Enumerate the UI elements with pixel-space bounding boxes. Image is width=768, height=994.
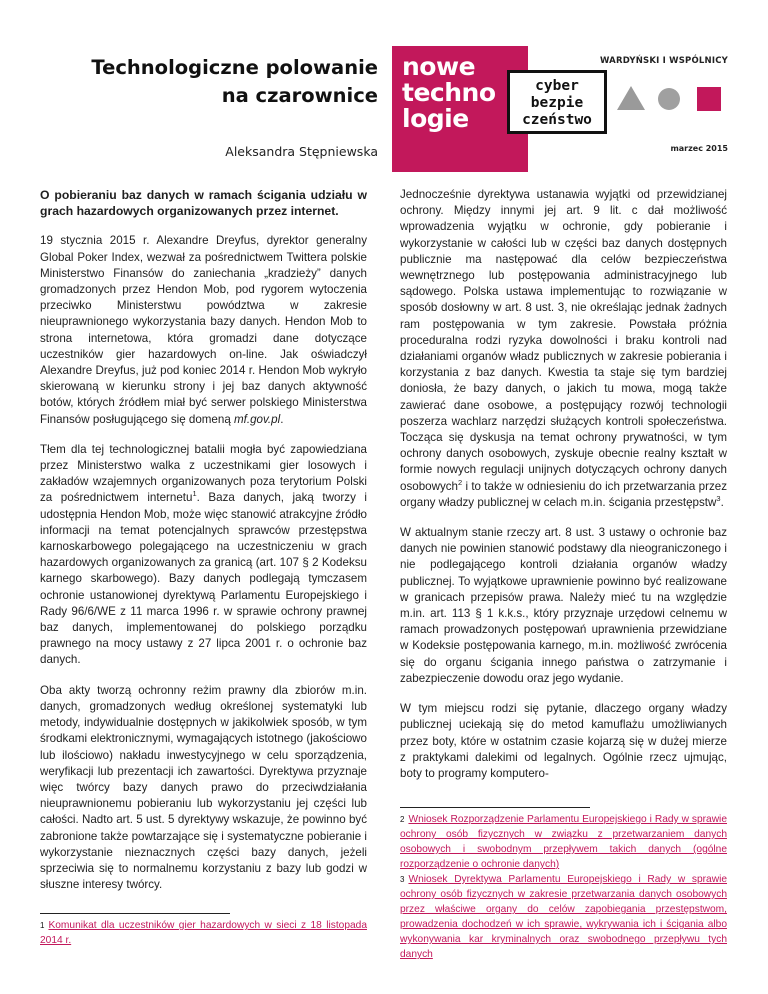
- footnote-1: [40, 913, 367, 948]
- article-title: [40, 54, 378, 110]
- paragraph-5: W aktualnym stanie rzeczy art. 8 ust. 3 ustawy o ochronie baz danych nie powinien stanowić podstawy dla nieograniczonego i nie podlegającego kontroli działania organów władzy publicznej. To wyjątkowe uprawnienie powinno być realizowane w granicach przepisów prawa. Należy mieć tu na względzie m.in. art. 113 § 1 k.k.s., który przyznaje urzędowi celnemu w ramach prowadzonych postępowań uprawnienia przewidziane w Kodeksie postępowania karnego, m.in. możliwość zwrócenia się do organu ścigania innego państwa o zatrzymanie i zabezpieczenie dowodu oraz jego wydanie.: [400, 526, 727, 685]
- footnotes-2-3: [400, 807, 727, 962]
- paragraph-2: Tłem dla tej technologicznej batalii mogła być zapowiedziana przez Ministerstwo walka z uczestnikami gier losowych i zakładów wzajemnych organizowanych poza terytorium Polski za pośrednictwem internetu$^1$. Baza danych, jaką tworzy i udostępnia Hendon Mob, może więc stanowić atrakcyjne źródło informacji na temat potencjalnych sprawców przestępstwa karnoskarbowego polegającego na uczestniczeniu w grach hazardowych organizowanych za granicą (art. 107 § 2 Kodeksu karnego skarbowego). Bazy danych podlegają tymczasem ochronie ustanowionej dyrektywą Parlamentu Europejskiego i Rady 96/6/WE z 11 marca 1996 r. w sprawie ochrony prawnej baz danych, implementowanej do polskiego porządku prawnego na mocy ustawy z 27 lipca 2001 r. o ochronie baz danych.: [40, 442, 367, 667]
- triangle-icon: [617, 86, 645, 110]
- left-column: [40, 187, 367, 907]
- issue-date: marzec 2015: [670, 144, 728, 153]
- title-line-1: Technologiczne polowanie: [91, 56, 378, 79]
- firm-name: WARDYŃSKI I WSPÓLNICY: [599, 56, 728, 66]
- paragraph-1: 19 stycznia 2015 r. Alexandre Dreyfus, dyrektor generalny Global Poker Index, wezwał za pośrednictwem Twittera polskie Ministerstwo Finansów do zaniechania „kradzieży” danych gromadzonych przez Hendon Mob, pod rygorem wytoczenia przeciwko Ministerstwu powództwa w zakresie nieuprawnionego wykorzystania bazy danych. Hendon Mob to strona internetowa, która gromadzi dane dotyczące uczestników gier hazardowych on-line. Jak oświadczył Alexandre Dreyfus, już pod koniec 2014 r. Hendon Mob wykryło skierowaną w kierunku strony i jej baz danych aktywność botów, których źródłem miał być serwer polskiego Ministerstwa Finansów posługującego się domeną mf.gov.pl.: [40, 234, 367, 426]
- footnote-number: 3: [400, 875, 405, 884]
- paragraph-6: W tym miejscu rodzi się pytanie, dlaczego organy władzy publicznej uciekają się do metod kamuflażu umożliwianych przez boty, które w ostatnim czasie kojarzą się w dużej mierze z praktykami dalekimi od legalnych. Ogólnie rzecz ujmując, boty to programy komputero-: [400, 702, 727, 780]
- cyberbezpieczenstwo-badge: [507, 70, 607, 134]
- footnote-ref-2: 2: [458, 477, 463, 487]
- footnote-ref-1: 1: [192, 489, 197, 499]
- title-line-2: na czarownice: [221, 84, 378, 107]
- footnote-divider: [40, 913, 230, 914]
- footnote-ref-3: 3: [716, 494, 721, 503]
- footnote-divider: [400, 807, 590, 808]
- paragraph-3: Oba akty tworzą ochronny reżim prawny dla zbiorów m.in. danych, gromadzonych według określonej systematyki lub metody, indywidualnie dostępnych w jakikolwiek sposób, w tym środkami elektronicznymi, wymagających istotnego (jakościowo lub ilościowo) nakładu inwestycyjnego w celu sporządzenia, weryfikacji lub prezentacji ich zawartości. Dyrektywa przyznaje więc twórcy bazy danych prawo do przeciwdziałania nieuprawnionemu pobieraniu lub wykorzystaniu jej części lub całości. Nadto art. 5 ust. 5 dyrektywy wskazuje, że powinno być zabronione także powtarzające się i systematyczne pobieranie i wykorzystanie nieznacznych części bazy danych, jeżeli sprzeciwia się to normalnemu korzystaniu z bazy lub godzi w słuszne interesy twórcy.: [40, 683, 367, 892]
- square-icon: [697, 87, 721, 111]
- lead-paragraph: O pobieraniu baz danych w ramach ścigania udziału w grach hazardowych organizowanych przez internet.: [40, 188, 367, 219]
- cyber-badge-text: cyber bezpie czeństwo: [522, 78, 592, 128]
- footnote-number: 2: [400, 815, 405, 824]
- paragraph-4: Jednocześnie dyrektywa ustanawia wyjątki od przewidzianej ochrony. Między innymi jej art. 9 lit. c dał możliwość wprowadzenia wyjątku w ochronie, gdy pobieranie i wykorzystanie w całości lub w części baz danych dostępnych publicznie ma następować dla celów bezpieczeństwa wewnętrznego lub postępowania administracyjnego lub sądowego. Polska ustawa implementując to rozwiązanie w sposób dosłowny w art. 8 ust. 3, nie określając jednak żadnych ram postępowania w tym zakresie. Powstała próżnia proceduralna rodzi ryzyka dowolności i braku kontroli nad działaniami organów władz publicznych w zakresie pobierania i korzystania z baz danych. Kwestia ta staje się tym bardziej doniosła, że bazy danych, o jakich tu mowa, mogą także zawierać dane osobowe, a postępujący rozwój technologii poszerza wachlarz narzędzi służących kontroli społeczeństwa. Tocząca się dyskusja na temat ochrony prywatności, w tym ochrony danych osobowych, zyskuje obecnie realny kształt w formie nowych regulacji unijnych dotyczących ochrony danych osobowych$^2$ i to także w odniesieniu do ich przetwarzania przez organy władzy publicznej w celach m.in. ścigania przestępstw$^3$.: [400, 188, 727, 509]
- footnote-3-link[interactable]: Wniosek Dyrektywa Parlamentu Europejskiego i Rady w sprawie ochrony osób fizycznych w zakresie przetwarzania danych osobowych przez właściwe organy do celów zapobiegania przestępstwom, prowadzenia dochodzeń w ich sprawie, wykrywania ich i ścigania albo wykonywania kar kryminalnych oraz swobodnego przepływu tych danych: [400, 874, 727, 960]
- domain-text: mf.gov.pl: [234, 412, 281, 426]
- footnote-2: [400, 812, 727, 872]
- author-name: Aleksandra Stępniewska: [225, 144, 378, 159]
- footnote-1-link[interactable]: Komunikat dla uczestników gier hazardowych w sieci z 18 listopada 2014 r.: [40, 920, 367, 946]
- right-column: [400, 187, 727, 796]
- footnote-number: 1: [40, 921, 45, 930]
- logo-text: nowe techno logie: [402, 52, 496, 133]
- circle-icon: [658, 88, 680, 110]
- footnote-2-link[interactable]: Wniosek Rozporządzenie Parlamentu Europejskiego i Rady w sprawie ochrony osób fizycznych w związku z przetwarzaniem danych osobowych i swobodnym przepływem takich danych (ogólne rozporządzenie o ochronie danych): [400, 814, 727, 870]
- footnote-3: [400, 872, 727, 962]
